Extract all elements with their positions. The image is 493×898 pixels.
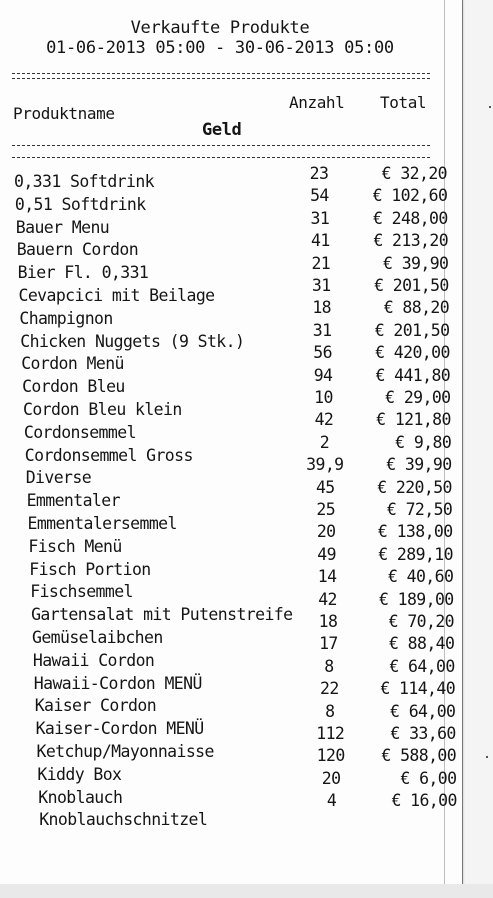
product-name: Knoblauch: [38, 787, 123, 807]
product-quantity: 39,9: [306, 455, 344, 475]
product-name: Bier Fl. 0,331: [17, 263, 149, 283]
product-quantity: 41: [311, 231, 330, 251]
paper-edge: [462, 0, 463, 888]
margin-mark: [489, 106, 491, 108]
product-name: Cordonsemmel Gross: [24, 445, 193, 465]
product-quantity: 18: [318, 612, 338, 631]
product-quantity: 31: [310, 208, 330, 228]
product-total: € 16,00: [391, 791, 457, 811]
product-total: € 420,00: [375, 343, 450, 363]
product-quantity: 49: [317, 544, 336, 564]
product-quantity: 23: [309, 164, 329, 183]
product-name: Cordon Bleu: [22, 377, 125, 397]
product-quantity: 112: [316, 724, 345, 743]
product-quantity: 8: [324, 656, 334, 676]
product-name: Gartensalat mit Putenstreife: [31, 605, 293, 625]
product-total: € 220,50: [377, 477, 452, 497]
product-name: Ketchup/Mayonnaisse: [36, 742, 214, 761]
product-total: € 88,20: [383, 298, 450, 318]
product-total: € 32,20: [381, 164, 447, 183]
product-total: € 88,40: [389, 634, 455, 654]
product-quantity: 2: [319, 432, 330, 452]
column-header-money: Geld: [202, 120, 242, 140]
product-total: € 40,60: [387, 567, 454, 587]
product-total: € 6,00: [400, 768, 457, 788]
product-name: 0,51 Softdrink: [14, 194, 146, 214]
product-quantity: 20: [321, 768, 341, 788]
product-quantity: 20: [316, 522, 336, 542]
product-total: € 201,50: [374, 320, 450, 340]
product-total: € 33,60: [390, 724, 456, 743]
product-total: € 138,00: [377, 522, 453, 542]
product-name: 0,331 Softdrink: [14, 172, 155, 191]
margin-mark: [486, 756, 488, 758]
product-name: Bauer Menu: [15, 217, 110, 237]
product-total: € 102,60: [372, 186, 448, 206]
product-total: € 39,90: [386, 455, 452, 475]
product-name: Knoblauchschnitzel: [39, 810, 208, 830]
product-total: € 588,00: [381, 746, 457, 766]
product-name: Bauern Cordon: [16, 240, 139, 260]
product-name: Fischsemmel: [30, 582, 133, 602]
product-total: € 114,40: [380, 679, 456, 699]
product-quantity: 4: [326, 791, 337, 811]
product-name: Cordonsemmel: [23, 422, 136, 442]
product-quantity: 45: [315, 477, 335, 497]
product-name: Cordon Bleu klein: [23, 400, 182, 419]
product-name: Kaiser-Cordon MENÜ: [35, 719, 204, 739]
product-name: Kaiser Cordon: [34, 696, 157, 716]
column-header-qty: Anzahl: [289, 93, 345, 112]
product-quantity: 120: [316, 746, 345, 766]
product-total: € 441,80: [375, 365, 451, 385]
column-header-total: Total: [380, 93, 427, 112]
product-quantity: 42: [314, 410, 334, 430]
product-total: € 248,00: [373, 208, 448, 228]
product-total: € 9,80: [395, 432, 452, 452]
product-quantity: 10: [314, 388, 333, 407]
product-total: € 39,90: [383, 253, 449, 273]
product-name: Emmentalersemmel: [27, 514, 177, 533]
product-total: € 289,10: [378, 544, 453, 564]
product-name: Cordon Menü: [21, 354, 124, 374]
product-total: € 64,00: [390, 701, 456, 721]
product-quantity: 17: [319, 634, 338, 654]
report-period: 01-06-2013 05:00 - 30-06-2013 05:00: [46, 38, 394, 58]
product-quantity: 25: [316, 500, 336, 519]
product-quantity: 21: [311, 253, 331, 273]
product-quantity: 42: [318, 589, 337, 609]
product-quantity: 94: [313, 365, 333, 385]
product-name: Champignon: [19, 308, 113, 328]
product-name: Hawaii Cordon: [32, 650, 155, 670]
product-quantity: 8: [325, 701, 335, 721]
product-quantity: 54: [310, 186, 329, 206]
product-quantity: 18: [312, 298, 332, 318]
report-title: Verkaufte Produkte: [130, 18, 310, 38]
product-quantity: 56: [313, 343, 332, 363]
product-name: Hawaii-Cordon MENÜ: [33, 673, 202, 693]
product-name: Gemüselaibchen: [32, 628, 163, 647]
product-quantity: 14: [317, 567, 337, 587]
product-name: Cevapcici mit Beilage: [18, 286, 215, 305]
product-name: Fisch Portion: [29, 559, 151, 579]
product-quantity: 22: [320, 679, 339, 699]
product-name: Fisch Menü: [28, 536, 122, 556]
product-row: [0, 791, 462, 830]
product-total: € 189,00: [378, 589, 454, 609]
product-total: € 70,20: [388, 612, 454, 631]
scan-bottom-edge: [0, 884, 493, 898]
product-quantity: 31: [311, 276, 331, 295]
product-quantity: 31: [312, 320, 332, 340]
product-total: € 213,20: [373, 231, 449, 251]
product-total: € 72,50: [386, 500, 453, 519]
product-name: Diverse: [25, 468, 92, 488]
product-total: € 201,50: [374, 276, 449, 295]
product-name: Emmentaler: [26, 491, 120, 511]
column-header-name: Produktname: [13, 104, 115, 123]
product-total: € 64,00: [389, 656, 455, 676]
product-name: Chicken Nuggets (9 Stk.): [20, 331, 245, 351]
product-total: € 121,80: [376, 410, 451, 430]
product-total: € 29,00: [385, 388, 451, 407]
product-name: Kiddy Box: [37, 764, 122, 784]
